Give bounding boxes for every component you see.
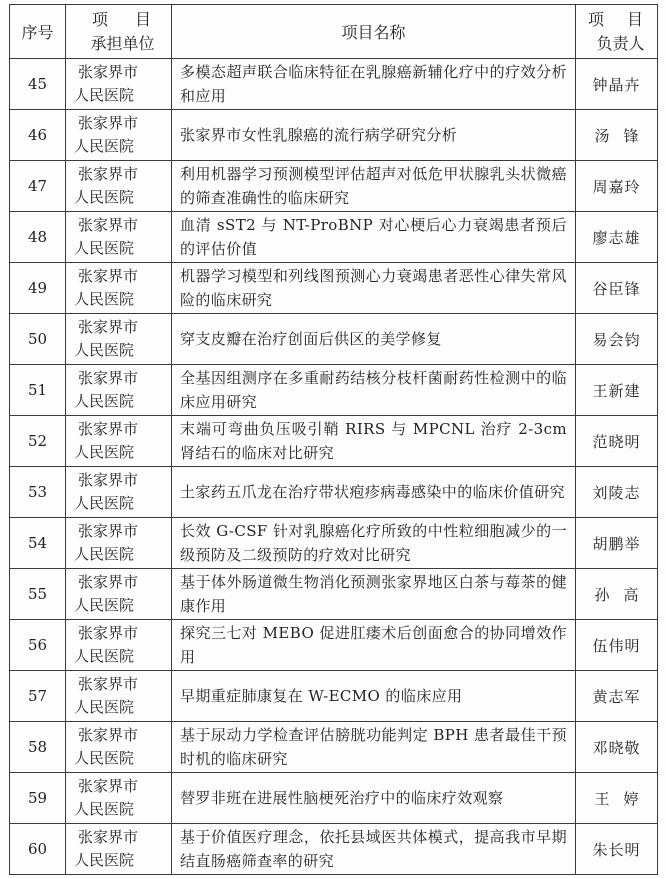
row-unit-line1: 张家界市	[78, 114, 139, 132]
header-name: 项目名称	[172, 5, 576, 59]
table-row	[10, 722, 658, 773]
row-seq: 59	[10, 773, 66, 824]
table-row	[10, 671, 658, 722]
row-unit-line1: 张家界市	[78, 828, 139, 846]
row-seq: 46	[10, 110, 66, 161]
row-project-name: 全基因组测序在多重耐药结核分枝杆菌耐药性检测中的临床应用研究	[172, 365, 576, 416]
table-row	[10, 518, 658, 569]
row-unit	[66, 620, 172, 671]
row-lead: 孙高	[576, 569, 658, 620]
header-unit-label: 承担单位	[90, 33, 155, 53]
table-row	[10, 824, 658, 875]
row-unit-line2: 人民医院	[74, 188, 135, 206]
row-project-name: 机器学习模型和列线图预测心力衰竭患者恶性心律失常风险的临床研究	[172, 263, 576, 314]
table-row	[10, 110, 658, 161]
row-unit-line1: 张家界市	[78, 624, 139, 642]
row-unit-line1: 张家界市	[78, 216, 139, 234]
project-table	[9, 4, 658, 875]
header-seq: 序号	[10, 5, 66, 59]
table-row	[10, 416, 658, 467]
row-seq: 52	[10, 416, 66, 467]
row-project-name: 基于尿动力学检查评估膀胱功能判定 BPH 患者最佳干预时机的临床研究	[172, 722, 576, 773]
row-project-name: 早期重症肺康复在 W-ECMO 的临床应用	[172, 671, 576, 722]
row-project-name: 探究三七对 MEBO 促进肛瘘术后创面愈合的协同增效作用	[172, 620, 576, 671]
row-lead: 钟晶卉	[576, 59, 658, 110]
table-row	[10, 161, 658, 212]
row-unit-line1: 张家界市	[78, 777, 139, 795]
row-project-name: 张家界市女性乳腺癌的流行病学研究分析	[172, 110, 576, 161]
row-unit-line1: 张家界市	[78, 573, 139, 591]
header-lead-char1: 项	[588, 9, 605, 29]
row-seq: 58	[10, 722, 66, 773]
header-lead	[576, 5, 658, 59]
row-seq: 49	[10, 263, 66, 314]
row-lead: 邓晓敬	[576, 722, 658, 773]
row-seq: 56	[10, 620, 66, 671]
row-lead: 谷臣锋	[576, 263, 658, 314]
table-body	[10, 59, 658, 875]
row-unit	[66, 518, 172, 569]
row-project-name: 替罗非班在进展性脑梗死治疗中的临床疗效观察	[172, 773, 576, 824]
row-lead: 刘陵志	[576, 467, 658, 518]
row-unit-line2: 人民医院	[74, 443, 135, 461]
row-unit-line2: 人民医院	[74, 290, 135, 308]
row-unit	[66, 722, 172, 773]
row-lead: 廖志雄	[576, 212, 658, 263]
row-unit-line1: 张家界市	[78, 522, 139, 540]
table-row	[10, 620, 658, 671]
row-unit	[66, 314, 172, 365]
row-unit	[66, 824, 172, 875]
table-row	[10, 59, 658, 110]
header-unit	[66, 5, 172, 59]
row-unit-line2: 人民医院	[74, 86, 135, 104]
row-unit-line2: 人民医院	[74, 137, 135, 155]
row-unit-line1: 张家界市	[78, 675, 139, 693]
header-unit-char2: 目	[134, 9, 151, 29]
row-seq: 60	[10, 824, 66, 875]
row-seq: 54	[10, 518, 66, 569]
row-seq: 55	[10, 569, 66, 620]
table-row	[10, 212, 658, 263]
row-unit-line1: 张家界市	[78, 165, 139, 183]
table-row	[10, 365, 658, 416]
row-unit	[66, 59, 172, 110]
row-lead: 汤锋	[576, 110, 658, 161]
row-lead: 易会钧	[576, 314, 658, 365]
row-lead: 王婷	[576, 773, 658, 824]
row-project-name: 利用机器学习预测模型评估超声对低危甲状腺乳头状微癌的筛查准确性的临床研究	[172, 161, 576, 212]
row-unit-line1: 张家界市	[78, 369, 139, 387]
header-unit-char1: 项	[92, 9, 109, 29]
row-project-name: 血清 sST2 与 NT-ProBNP 对心梗后心力衰竭患者预后的评估价值	[172, 212, 576, 263]
row-unit	[66, 416, 172, 467]
row-unit-line1: 张家界市	[78, 726, 139, 744]
row-unit-line2: 人民医院	[74, 545, 135, 563]
table-row	[10, 314, 658, 365]
table-row	[10, 773, 658, 824]
row-unit-line1: 张家界市	[78, 63, 139, 81]
row-unit	[66, 263, 172, 314]
row-unit	[66, 110, 172, 161]
table-row	[10, 263, 658, 314]
row-unit-line2: 人民医院	[74, 647, 135, 665]
table-row	[10, 467, 658, 518]
row-unit-line2: 人民医院	[74, 494, 135, 512]
row-project-name: 末端可弯曲负压吸引鞘 RIRS 与 MPCNL 治疗 2-3cm 肾结石的临床对比研究	[172, 416, 576, 467]
row-unit-line2: 人民医院	[74, 749, 135, 767]
row-unit-line2: 人民医院	[74, 239, 135, 257]
row-unit-line2: 人民医院	[74, 800, 135, 818]
row-seq: 50	[10, 314, 66, 365]
row-unit-line1: 张家界市	[78, 471, 139, 489]
row-project-name: 穿支皮瓣在治疗创面后供区的美学修复	[172, 314, 576, 365]
row-unit-line2: 人民医院	[74, 698, 135, 716]
row-lead: 黄志军	[576, 671, 658, 722]
row-project-name: 土家药五爪龙在治疗带状疱疹病毒感染中的临床价值研究	[172, 467, 576, 518]
row-lead: 胡鹏举	[576, 518, 658, 569]
row-unit-line2: 人民医院	[74, 341, 135, 359]
row-lead: 伍伟明	[576, 620, 658, 671]
row-unit	[66, 365, 172, 416]
row-seq: 48	[10, 212, 66, 263]
row-project-name: 多模态超声联合临床特征在乳腺癌新辅化疗中的疗效分析和应用	[172, 59, 576, 110]
table-header-row	[10, 5, 658, 59]
row-seq: 53	[10, 467, 66, 518]
row-unit-line1: 张家界市	[78, 267, 139, 285]
row-project-name: 基于价值医疗理念，依托县域医共体模式，提高我市早期结直肠癌筛查率的研究	[172, 824, 576, 875]
header-lead-label: 负责人	[596, 33, 645, 53]
row-unit	[66, 467, 172, 518]
row-seq: 51	[10, 365, 66, 416]
row-unit	[66, 161, 172, 212]
row-seq: 57	[10, 671, 66, 722]
row-unit-line2: 人民医院	[74, 392, 135, 410]
row-lead: 朱长明	[576, 824, 658, 875]
row-seq: 45	[10, 59, 66, 110]
row-unit-line2: 人民医院	[74, 596, 135, 614]
row-project-name: 基于体外肠道微生物消化预测张家界地区白茶与莓茶的健康作用	[172, 569, 576, 620]
row-lead: 范晓明	[576, 416, 658, 467]
row-unit-line1: 张家界市	[78, 318, 139, 336]
row-unit	[66, 773, 172, 824]
row-lead: 周嘉玲	[576, 161, 658, 212]
row-unit-line2: 人民医院	[74, 851, 135, 869]
row-unit	[66, 671, 172, 722]
row-unit	[66, 569, 172, 620]
row-lead: 王新建	[576, 365, 658, 416]
row-seq: 47	[10, 161, 66, 212]
header-lead-char2: 目	[626, 9, 643, 29]
row-unit	[66, 212, 172, 263]
row-project-name: 长效 G-CSF 针对乳腺癌化疗所致的中性粒细胞减少的一级预防及二级预防的疗效对比研究	[172, 518, 576, 569]
table-row	[10, 569, 658, 620]
row-unit-line1: 张家界市	[78, 420, 139, 438]
